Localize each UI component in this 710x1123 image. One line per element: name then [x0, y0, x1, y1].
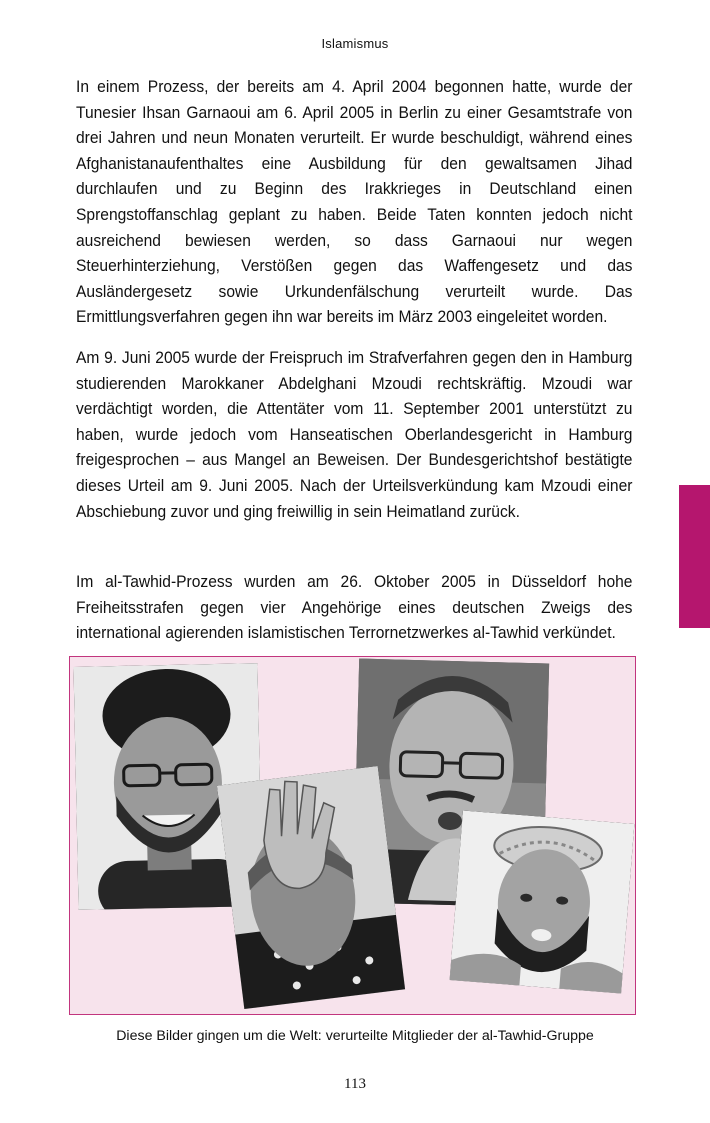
running-title: Islamismus [321, 36, 389, 51]
portrait-photo-bearded-man-with-cap [450, 811, 635, 994]
photo-collage [69, 656, 636, 1015]
paragraph-al-tawhid: Im al-Tawhid-Prozess wurden am 26. Oktober 2005 in Düsseldorf hohe Freiheitsstrafen gegen vier Angehörige eines deutschen Zweigs des international agierenden islamistischen Terrornetzwerkes al-Tawhid verkündet. [76, 572, 633, 643]
photo-man-covering-face-with-hand [217, 766, 405, 1009]
chapter-thumb-tab [679, 485, 710, 628]
figure-caption: Diese Bilder gingen um die Welt: verurteilte Mitglieder der al-Tawhid-Gruppe [116, 1028, 594, 1044]
page-number: 113 [344, 1076, 366, 1092]
paragraph-mzoudi: Am 9. Juni 2005 wurde der Freispruch im Strafverfahren gegen den in Hamburg studierenden Marokkaner Abdelghani Mzoudi rechtskräftig. Mzoudi war verdächtigt worden, die Attentäter vom 11. September 2001 unterstützt zu haben, wurde jedoch vom Hanseatischen Oberlandesgericht in Hamburg freigesprochen – aus Mangel an Beweisen. Der Bundesgerichtshof bestätigte dieses Urteil am 9. Juni 2005. Nach der Urteilsverkündung kam Mzoudi einer Abschiebung zuvor und ging freiwillig in sein Heimatland zurück. [76, 348, 633, 521]
paragraph-garnaoui: In einem Prozess, der bereits am 4. April 2004 begonnen hatte, wurde der Tunesier Ihsan Garnaoui am 6. April 2005 in Berlin zu einer Gesamtstrafe von drei Jahren und neun Monaten verurteilt. Er wurde beschuldigt, während eines Afghanistanaufenthaltes eine Ausbildung für den gewaltsamen Jihad durchlaufen und zu Beginn des Irakkrieges in Deutschland einen Sprengstoffanschlag geplant zu haben. Beide Taten konnten jedoch nicht ausreichend bewiesen werden, so dass Garnaoui nur wegen Steuerhinterziehung, Verstößen gegen das Waffengesetz und das Ausländergesetz sowie Urkundenfälschung verurteilt wurde. Das Ermittlungsverfahren gegen ihn war bereits im März 2003 eingeleitet worden. [76, 77, 633, 327]
